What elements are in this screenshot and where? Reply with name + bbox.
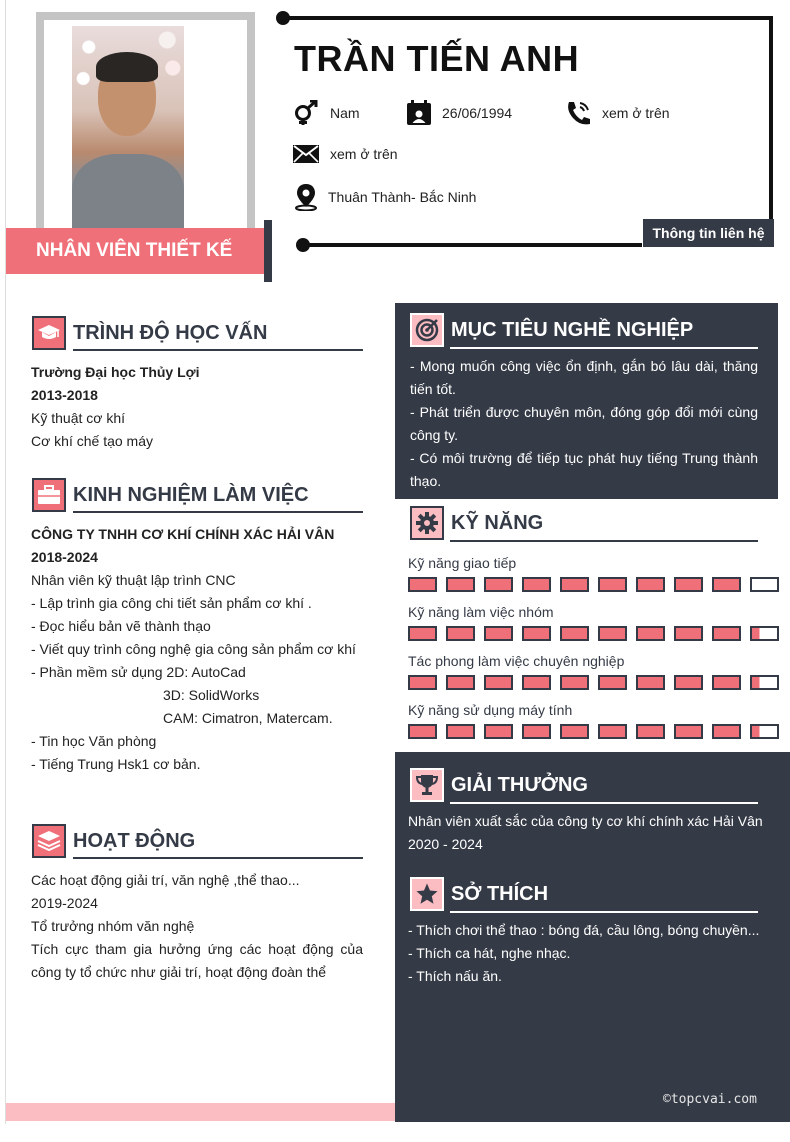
objective-text: - Mong muốn công việc ổn định, gắn bó lâu dài, thăng tiến tốt. - Phát triển được chuyên môn, đóng góp đổi mới cùng công ty. - Có môi trường để tiếp tục phát huy tiếng Trung thành thạo. [410, 358, 758, 489]
experience-header [32, 478, 309, 512]
section-title: KINH NGHIỆM LÀM VIỆC [73, 483, 309, 506]
photo-frame [36, 12, 255, 230]
header-line [769, 16, 773, 226]
skill-segment [446, 724, 475, 739]
school-name: Trường Đại học Thủy Lợi [31, 364, 200, 380]
dob-item [406, 100, 512, 126]
experience-line: - Đọc hiểu bản vẽ thành thạo [31, 618, 211, 634]
gender-value: Nam [330, 105, 360, 121]
section-divider [450, 911, 758, 913]
education-specialty: Cơ khí chế tạo máy [31, 433, 154, 449]
skill-segment [636, 577, 665, 592]
briefcase-icon [32, 478, 66, 512]
skill-name: Kỹ năng giao tiếp [408, 555, 517, 571]
objective-header [410, 313, 693, 347]
graduation-cap-icon [32, 316, 66, 350]
skill-segment [750, 675, 779, 690]
company-name: CÔNG TY TNHH CƠ KHÍ CHÍNH XÁC HẢI VÂN [31, 526, 335, 542]
experience-years: 2018-2024 [31, 549, 98, 565]
education-major: Kỹ thuật cơ khí [31, 410, 126, 426]
hobbies-block [408, 919, 759, 988]
section-divider [450, 802, 758, 804]
footer-strip [6, 1103, 395, 1121]
awards-block [408, 810, 763, 856]
activities-header [32, 824, 195, 858]
job-position: Nhân viên kỹ thuật lập trình CNC [31, 572, 236, 588]
skill-segment [712, 675, 741, 690]
skill-segment [712, 626, 741, 641]
section-title: TRÌNH ĐỘ HỌC VẤN [73, 321, 268, 344]
phone-item [564, 100, 670, 126]
skill-segment [636, 675, 665, 690]
skill-name: Kỹ năng sử dụng máy tính [408, 702, 573, 718]
skill-segment [408, 577, 437, 592]
address-value: Thuân Thành- Bắc Ninh [328, 189, 477, 205]
skill-segment [522, 626, 551, 641]
full-name: TRẦN TIẾN ANH [294, 38, 580, 79]
skill-segment [712, 724, 741, 739]
section-divider [73, 349, 363, 351]
dob-value: 26/06/1994 [442, 105, 513, 121]
award-years: 2020 - 2024 [408, 836, 483, 852]
section-title: KỸ NĂNG [451, 511, 544, 534]
role-title: NHÂN VIÊN THIẾT KẾ [6, 228, 266, 274]
section-title: HOẠT ĐỘNG [73, 829, 196, 852]
gender-icon [292, 100, 320, 126]
skill-bar [408, 577, 779, 592]
skill-segment [560, 675, 589, 690]
activity-line: Các hoạt động giải trí, văn nghệ ,thể thao... [31, 872, 300, 888]
experience-line: - Tiếng Trung Hsk1 cơ bản. [31, 756, 201, 772]
trophy-icon [410, 768, 444, 802]
header-line [282, 16, 772, 20]
experience-block [31, 523, 366, 776]
skill-bar [408, 626, 779, 641]
award-line: Nhân viên xuất sắc của công ty cơ khí chính xác Hải Vân [408, 813, 763, 829]
activity-line: Tổ trưởng nhóm văn nghệ [31, 918, 195, 934]
hobbies-header [410, 877, 548, 911]
gender-item [292, 100, 360, 126]
skill-segment [522, 675, 551, 690]
skill-segment [408, 626, 437, 641]
skill-segment [674, 724, 703, 739]
email-item [292, 143, 398, 165]
skill-segment [484, 724, 513, 739]
hobby-line: - Thích chơi thể thao : bóng đá, cầu lông, bóng chuyền... [408, 922, 760, 938]
skills-header [410, 506, 543, 540]
envelope-icon [292, 143, 320, 165]
section-title: MỤC TIÊU NGHỀ NGHIỆP [451, 318, 694, 341]
skill-segment [522, 724, 551, 739]
section-title: SỞ THÍCH [451, 882, 549, 905]
skill-segment [560, 724, 589, 739]
skill-segment [598, 577, 627, 592]
section-divider [450, 347, 758, 349]
calendar-icon [406, 100, 432, 126]
contact-info-tag: Thông tin liên hệ [643, 219, 774, 247]
education-block [31, 361, 200, 453]
experience-line: - Lập trình gia công chi tiết sản phẩm cơ khí . [31, 595, 312, 611]
hobby-line: - Thích ca hát, nghe nhạc. [408, 945, 571, 961]
section-title: GIẢI THƯỞNG [451, 773, 588, 796]
skill-segment [484, 675, 513, 690]
phone-value: xem ở trên [602, 105, 670, 121]
skill-segment [674, 675, 703, 690]
skill-segment [446, 577, 475, 592]
avatar [72, 26, 184, 236]
skill-name: Kỹ năng làm việc nhóm [408, 604, 554, 620]
skill-segment [598, 626, 627, 641]
awards-header [410, 768, 588, 802]
skill-segment [712, 577, 741, 592]
target-icon [410, 313, 444, 347]
skill-segment [750, 724, 779, 739]
phone-icon [564, 100, 592, 126]
skill-segment [598, 724, 627, 739]
watermark: ©topcvai.com [663, 1092, 757, 1107]
education-years: 2013-2018 [31, 387, 98, 403]
skill-segment [674, 626, 703, 641]
address-item [294, 183, 476, 211]
experience-line: 3D: SolidWorks [163, 687, 260, 703]
skill-segment [636, 724, 665, 739]
skill-name: Tác phong làm việc chuyên nghiệp [408, 653, 625, 669]
section-divider [73, 511, 363, 513]
skill-segment [750, 626, 779, 641]
skill-segment [484, 577, 513, 592]
section-divider [450, 540, 758, 542]
skill-segment [560, 626, 589, 641]
skill-segment [446, 626, 475, 641]
activity-line: Tích cực tham gia hưởng ứng các hoạt động của công ty tổ chức như giải trí, hoạt động đoàn thể [31, 941, 363, 980]
gear-icon [410, 506, 444, 540]
skill-segment [750, 577, 779, 592]
header-line [302, 243, 642, 247]
skill-segment [408, 675, 437, 690]
activities-block [31, 869, 363, 984]
section-divider [73, 857, 363, 859]
experience-line: CAM: Cimatron, Matercam. [163, 710, 333, 726]
role-bar [264, 220, 272, 282]
skill-bar [408, 675, 779, 690]
skill-segment [484, 626, 513, 641]
cv-page [5, 0, 790, 1124]
experience-line: - Phần mềm sử dụng 2D: AutoCad [31, 664, 246, 680]
skill-segment [522, 577, 551, 592]
skill-bar [408, 724, 779, 739]
skill-segment [674, 577, 703, 592]
star-icon [410, 877, 444, 911]
skill-segment [560, 577, 589, 592]
layers-icon [32, 824, 66, 858]
email-value: xem ở trên [330, 146, 398, 162]
skill-segment [446, 675, 475, 690]
skill-segment [636, 626, 665, 641]
hobby-line: - Thích nấu ăn. [408, 968, 502, 984]
location-pin-icon [294, 183, 318, 211]
skill-segment [408, 724, 437, 739]
education-header [32, 316, 267, 350]
experience-line: - Tin học Văn phòng [31, 733, 157, 749]
experience-line: - Viết quy trình công nghệ gia công sản phẩm cơ khí [31, 641, 356, 657]
activity-years: 2019-2024 [31, 895, 98, 911]
skill-segment [598, 675, 627, 690]
